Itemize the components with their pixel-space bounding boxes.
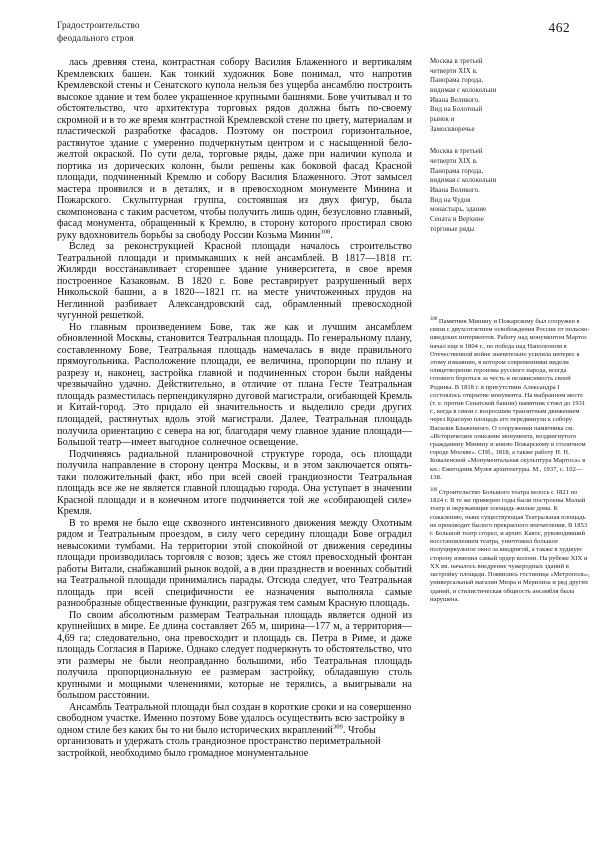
footnote-text: Памятник Минину и Пожарскому был сооружен в связи с двухсотлетием освобождения России от польско-шведских интервентов. Работу над монументом Мартос начал еще в 1804 г., но победа над Наполеоном в Отечественной войне значительно усилила интерес к этому изваянию, в котором современники видели олицетворение героизма русского народа, всегда готового бороться за честь и независимость своей Родины. В 1818 г. в присутствии Александра I состоялось открытие монумента. На выбранном месте (т. е. против Сенатской башни) памятник стоял до 1931 г., когда в связи с возросшим транзитным движением через Красную площадь его передвинули к собору Василия Блаженного. О сооружении памятника см. «Историческое описание монумента, воздвигнутого гражданину Минину и князю Пожарскому в столичном городе Москве». СПб., 1818, а также работу Н. Н. Коваленской «Монументальная скульптура Мартоса» в кн.: Ежегодник Музея архитектуры. М., 1937, с. 102—138. — [430, 318, 590, 481]
caption-line: Ивана Великого. — [430, 186, 480, 194]
footnote-reference: 309 — [332, 723, 343, 731]
page-number: 462 — [548, 20, 570, 35]
footnote-marker: 309 — [430, 487, 438, 493]
figure-caption — [430, 57, 582, 134]
body-text-column — [57, 57, 412, 759]
footnote-text: Строительство Большого театра велось с 1821 по 1824 г. В те же примерно годы были построены Малый театр и окружающие площадь жилые дома. К сожалению, ныне существующая Театральная площадь не производит былого прекрасного впечатления. В 1853 г. Большой театр сгорел, и архит. Кавос, руководивший восстановлением театра, уничтожил большое полуциркульное окно за квадригой, а также в худшую сторону изменил самый ордер колонн. На рубеже XIX и XX вв. началось внедрение чужеродных зданий в застройку площади. Появились гостиница «Метрополь», универсальный магазин Мюра и Мерилиза и ряд других зданий, и стилистическая общность ансамбля была нарушена. — [430, 489, 590, 603]
paragraph-text: Ансамбль Театральной площади был создан в короткие сроки и на совершенно свободном участке. Именно поэтому Бове удалось осуществить всю застройку в одном стиле без каких бы то ни было исторических вкраплений — [57, 701, 412, 736]
caption-line: Сената и Верхние — [430, 215, 484, 223]
paragraph: Вслед за реконструкцией Красной площади началось строительство Театральной площади и примыкавших к ней ансамблей. В 1817—1818 гг. Жилярди восстанавливает сгоревшее здание университета, в свое время построенное Казаковым. В 1820 г. Бове реставрирует разрушенный верх Никольской башни, а в 1820—1821 гг. на месте уничтоженных прудов на Неглинной разбивает Александровский сад, обрамленный превосходной чугунной решеткой. — [57, 241, 412, 322]
caption-line: Вид на Чудов — [430, 196, 471, 204]
running-head-line-2: феодального строя — [57, 34, 134, 45]
paragraph-tail: . Чтобы организовать и удержать столь грандиозное пространство периметральной застройкой, необходимо было громадное монументальное — [57, 724, 381, 759]
caption-line: четверти XIX в. — [430, 67, 478, 75]
caption-line: Ивана Великого. — [430, 96, 480, 104]
caption-line: Москва в третьей — [430, 58, 483, 65]
caption-line: видимая с колокольни — [430, 86, 497, 94]
caption-line: Замоскворечье — [430, 125, 475, 133]
running-head — [57, 20, 357, 46]
caption-line: рынок и — [430, 115, 455, 123]
paragraph — [57, 57, 412, 241]
footnote-marker: 308 — [430, 316, 438, 322]
paragraph: Но главным произведением Бове, так же как и лучшим ансамблем обновленной Москвы, становится Театральная площадь. По генеральному плану, составленному Бове, Театральная площадь намечалась в виде правильного прямоугольника. Расположение площади, ее величина, пропорции по плану и разрезу и, наконец, застройка главной и подчиненных сторон были найдены чрезвычайно удачно. Действительно, в отличие от плана Гесте Театральная площадь разместилась перпендикулярно дуговой магистрали, огибающей Кремль и Китай-город. Это придало ей значительность и выделило среди других площадей, растянутых вдоль этой магистрали. Далее, Театральная площадь получила ориентацию с севера на юг, благодаря чему главное здание площади—Большой театр—имеет выгодное солнечное освещение. — [57, 321, 412, 449]
running-head-line-1: Градостроительство — [57, 21, 140, 31]
footnote — [430, 489, 590, 604]
caption-line: четверти XIX в. — [430, 157, 478, 165]
caption-line: Панорама города, — [430, 167, 484, 175]
caption-line: Москва в третьей — [430, 148, 483, 156]
footnote — [430, 318, 590, 482]
paragraph-tail: . — [330, 229, 333, 241]
paragraph — [57, 702, 412, 760]
footnotes-column — [430, 318, 590, 611]
footnote-reference: 308 — [320, 228, 331, 236]
caption-line: Панорама города, — [430, 77, 484, 85]
caption-line: торговые ряды — [430, 225, 475, 233]
caption-line: монастырь, здание — [430, 206, 487, 214]
paragraph: Подчиняясь радиальной планировочной структуре города, ось площади получила направление в сторону центра Москвы, и в этом заключается опять-таки положительный факт, ибо при всей своей грандиозности Театральная площадь все же не является главной площадью города. Она уступает в значении Красной площади и в конечном итоге подчиняется той же «собирающей силе» Кремля. — [57, 448, 412, 518]
caption-line: Вид на Болотный — [430, 106, 483, 114]
paragraph: По своим абсолютным размерам Театральная площадь является одной из крупнейших в мире. Ее длина составляет 265 м, ширина—177 м, а территория—4,69 га; следовательно, она превосходит и площадь св. Петра в Риме, и даже площадь Согласия в Париже. Однако следует подчеркнуть то обстоятельство, что эти размеры не были неоправданно большими, ибо Театральная площадь получила пропорциональную ее размерам застройку, обладавшую столь крупными и мощными членениями, которые не терялись, а выигрывали на большом расстоянии. — [57, 609, 412, 702]
figure-caption — [430, 147, 582, 234]
paragraph-text: лась древняя стена, контрастная собору Василия Блаженного и вертикалям Кремлевских башен. Как тонкий художник Бове понимал, что напротив Кремлевской стены и Сенатского купола нельзя без ущерба ансамблю построить высокое здание и тем более украшенное крупными башнями. Бове учитывал и то обстоятельство, что архитектура торговых рядов должна быть по-своему скромной и в то же время контрастной Кремлевской стене по цвету, материалам и пластической разработке фасадов. Поэтому он построил горизонтальное, растянутое здание с умеренно подчеркнутым центром и с насыщенной бело-желтой окраской. По сути дела, торговые ряды, даже при наличии купола и портика из дорических колонн, были решены как боковой фасад Красной площади, подчиненный Кремлю и собору Василия Блаженного. Этот замысел мастера проявился и в деталях, и в превосходном монументе Минина и Пожарского. Скульптурная группа, состоявшая из двух фигур, была скомпонована с таким расчетом, чтобы получить лишь один, безусловно главный, фасад монумента, обращенный к Кремлю, в сторону которого простирал свою руку вдохновитель борьбы за свободу России Козьма Минин — [57, 57, 412, 241]
paragraph: В то время не было еще сквозного интенсивного движения между Охотным рядом и Театральным проездом, в силу чего середину площади Бове оградил невысокими тумбами. На территории этой спокойной от движения середины площади производилась торговля с возов; здесь же стоял превосходный фонтан работы Витали, снабжавший рынок водой, а в дни празднеств и военных событий на Театральной площади принимались парады. Отсюда следует, что Театральная площадь при всей специфичности ее назначения выполняла самые разнообразные общественные функции, разгружая тем самым Красную площадь. — [57, 517, 412, 610]
figure-captions-column — [430, 57, 582, 247]
caption-line: видимая с колокольни — [430, 177, 497, 185]
